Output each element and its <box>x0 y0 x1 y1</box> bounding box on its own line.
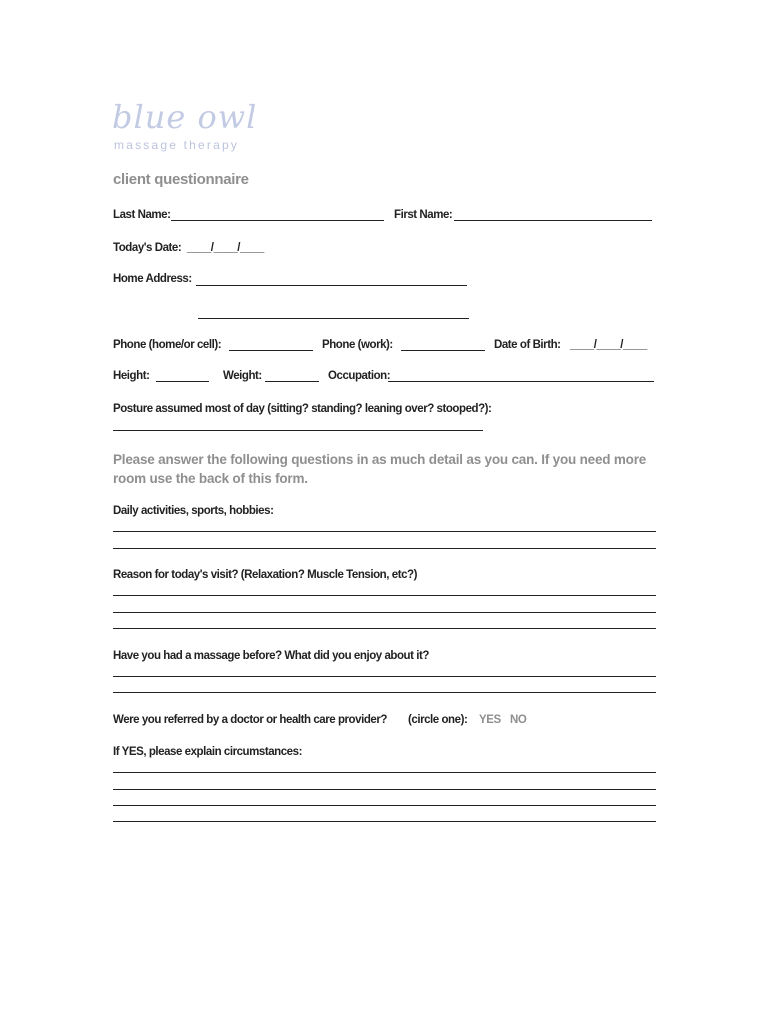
referred-hint: (circle one): <box>408 714 468 726</box>
weight-label: Weight: <box>223 370 262 382</box>
explain-answer-line[interactable] <box>113 821 656 822</box>
todays-date-field[interactable]: ____/____/____ <box>187 242 264 254</box>
first-name-label: First Name: <box>394 209 453 221</box>
explain-label: If YES, please explain circumstances: <box>113 746 302 758</box>
explain-answer-line[interactable] <box>113 805 656 806</box>
height-label: Height: <box>113 370 150 382</box>
reason-answer-line[interactable] <box>113 612 656 613</box>
massage-before-answer-line[interactable] <box>113 692 656 693</box>
massage-before-label: Have you had a massage before? What did you enjoy about it? <box>113 650 429 662</box>
dob-label: Date of Birth: <box>494 339 561 351</box>
reason-answer-line[interactable] <box>113 595 656 596</box>
todays-date-row <box>113 240 413 256</box>
referred-row <box>113 712 673 728</box>
activities-row <box>113 503 673 519</box>
phone-row <box>113 337 673 353</box>
blue-owl-logo <box>112 98 272 156</box>
occupation-label: Occupation: <box>328 370 391 382</box>
posture-field[interactable] <box>113 430 483 431</box>
phone-work-label: Phone (work): <box>322 339 393 351</box>
last-name-label: Last Name: <box>113 209 171 221</box>
occupation-field[interactable] <box>388 381 654 382</box>
instructions-text: Please answer the following questions in as much detail as you can. If you need more room use the back of this form. <box>113 452 647 486</box>
last-name-field[interactable] <box>171 220 384 221</box>
form-title: client questionnaire <box>113 171 249 188</box>
logo-tagline: massage therapy <box>114 138 240 152</box>
reason-answer-line[interactable] <box>113 628 656 629</box>
massage-before-row <box>113 648 673 664</box>
height-field[interactable] <box>156 381 209 382</box>
explain-row <box>113 744 673 760</box>
home-address-field-2[interactable] <box>198 318 469 319</box>
todays-date-label: Today's Date: <box>113 242 182 254</box>
explain-answer-line[interactable] <box>113 772 656 773</box>
referred-label: Were you referred by a doctor or health care provider? <box>113 714 387 726</box>
home-address-row <box>113 271 513 287</box>
logo-wordmark: blue owl <box>112 98 258 136</box>
no-option[interactable]: NO <box>510 714 527 726</box>
activities-label: Daily activities, sports, hobbies: <box>113 505 274 517</box>
posture-label: Posture assumed most of day (sitting? standing? leaning over? stooped?): <box>113 403 492 415</box>
posture-row <box>113 401 673 417</box>
massage-before-answer-line[interactable] <box>113 676 656 677</box>
yes-option[interactable]: YES <box>479 714 501 726</box>
activities-answer-line[interactable] <box>113 531 656 532</box>
reason-label: Reason for today's visit? (Relaxation? Muscle Tension, etc?) <box>113 569 417 581</box>
reason-row <box>113 567 673 583</box>
phone-work-field[interactable] <box>401 350 485 351</box>
name-row <box>113 207 673 223</box>
explain-answer-line[interactable] <box>113 789 656 790</box>
phone-home-label: Phone (home/or cell): <box>113 339 222 351</box>
height-row <box>113 368 673 384</box>
phone-home-field[interactable] <box>229 350 313 351</box>
activities-answer-line[interactable] <box>113 548 656 549</box>
home-address-label: Home Address: <box>113 273 192 285</box>
home-address-field[interactable] <box>196 285 467 286</box>
dob-field[interactable]: ____/____/____ <box>570 339 647 351</box>
first-name-field[interactable] <box>454 220 652 221</box>
weight-field[interactable] <box>265 381 319 382</box>
